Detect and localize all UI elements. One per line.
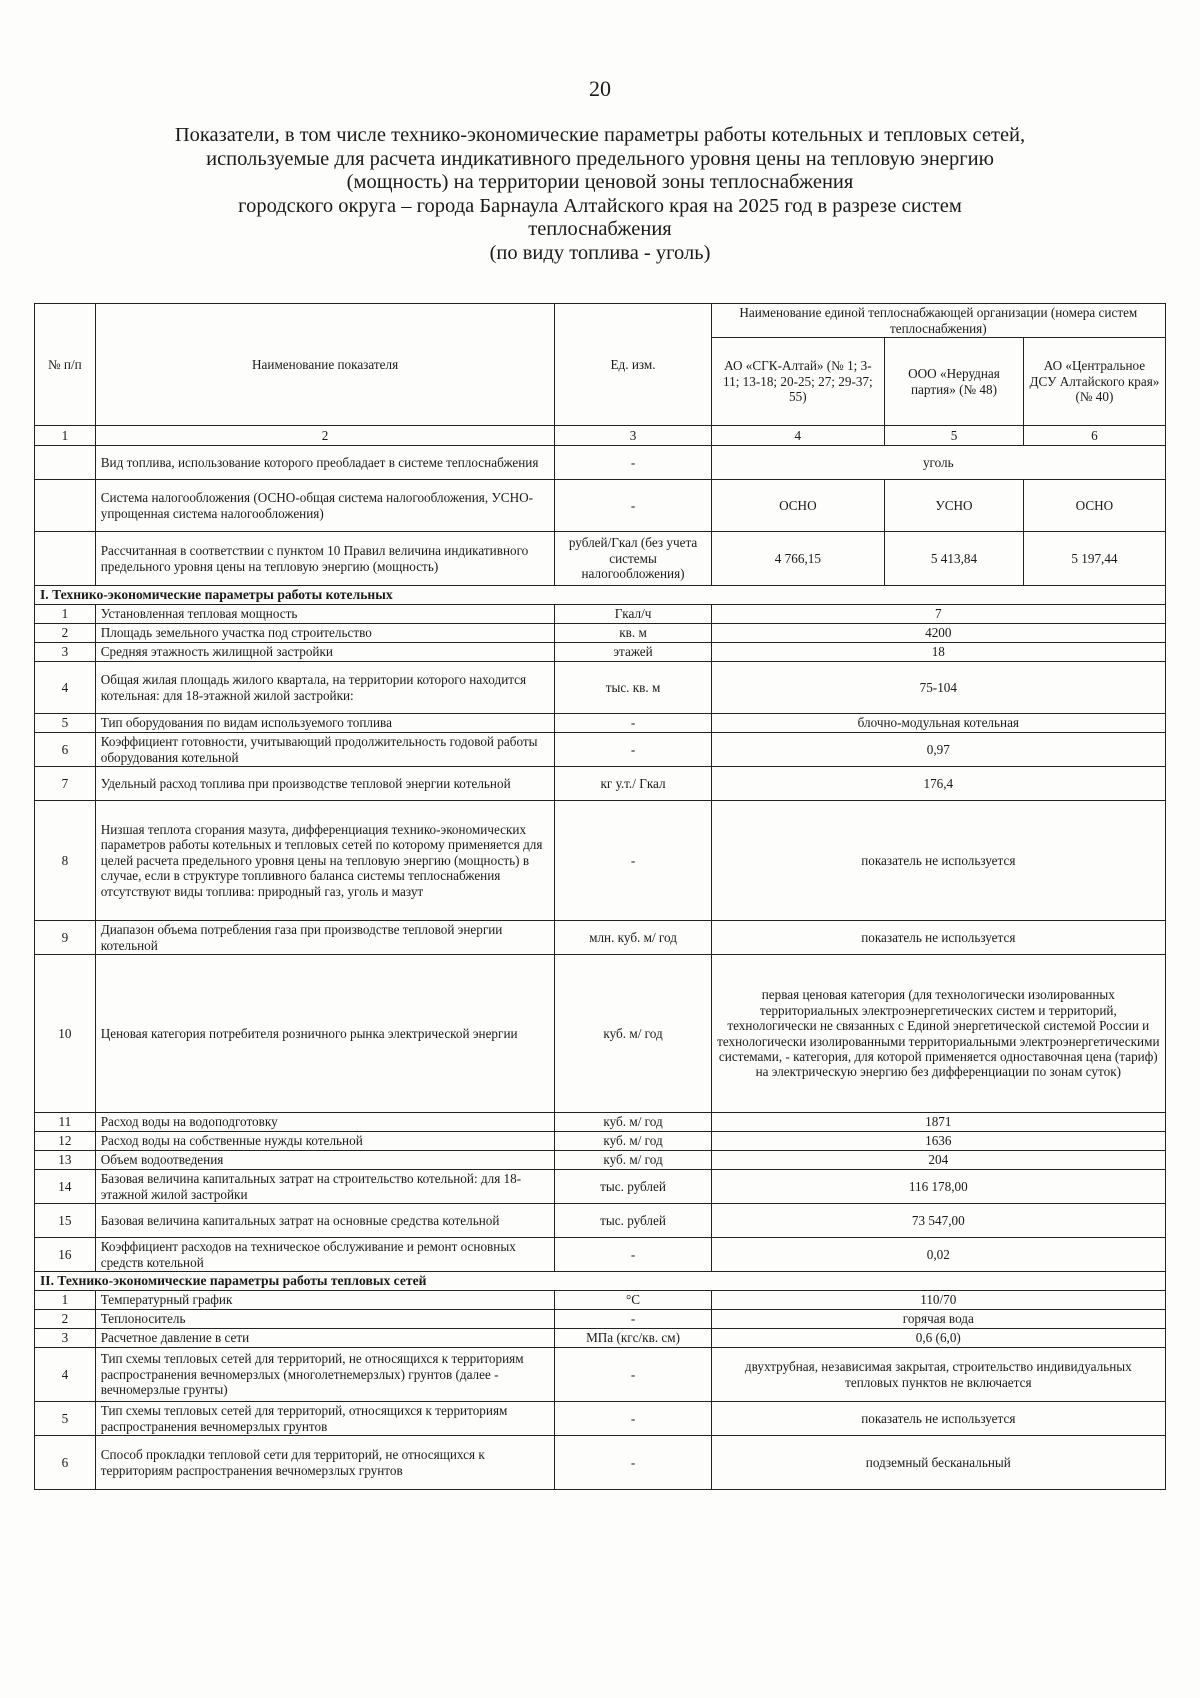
- section-boilers-title: I. Технико-экономические параметры работы котельных: [35, 586, 1166, 605]
- indicator-name: Температурный график: [95, 1291, 555, 1310]
- indicator-unit: куб. м/ год: [555, 955, 711, 1113]
- indicator-value: 18: [711, 643, 1165, 662]
- row-number: 3: [35, 643, 96, 662]
- table-row-price-limit: [35, 532, 1166, 586]
- table-row: [35, 662, 1166, 714]
- section-boilers-heading-row: [35, 586, 1166, 605]
- indicator-name: Площадь земельного участка под строительство: [95, 624, 555, 643]
- indicator-value: 110/70: [711, 1291, 1165, 1310]
- document-title: [60, 124, 1140, 265]
- indicator-unit: -: [555, 801, 711, 921]
- table-row: [35, 1329, 1166, 1348]
- indicator-value: показатель не используется: [711, 801, 1165, 921]
- table-row: [35, 921, 1166, 955]
- table-row: [35, 1238, 1166, 1272]
- table-row: [35, 1310, 1166, 1329]
- indicator-name: Теплоноситель: [95, 1310, 555, 1329]
- column-number: 5: [885, 426, 1024, 446]
- indicator-value: 75-104: [711, 662, 1165, 714]
- row-number: 2: [35, 1310, 96, 1329]
- table-row: [35, 643, 1166, 662]
- row-number: 11: [35, 1113, 96, 1132]
- indicator-name: Коэффициент расходов на техническое обслуживание и ремонт основных средств котельной: [95, 1238, 555, 1272]
- indicator-value-org3: ОСНО: [1023, 480, 1165, 532]
- indicator-name: Тип оборудования по видам используемого топлива: [95, 714, 555, 733]
- indicator-value: 204: [711, 1151, 1165, 1170]
- indicator-unit: -: [555, 446, 711, 480]
- table-row: [35, 767, 1166, 801]
- indicator-unit: куб. м/ год: [555, 1151, 711, 1170]
- indicator-value-org2: 5 413,84: [885, 532, 1024, 586]
- row-number: 15: [35, 1204, 96, 1238]
- row-number: 5: [35, 1402, 96, 1436]
- indicator-value: 0,02: [711, 1238, 1165, 1272]
- column-number: 4: [711, 426, 884, 446]
- row-number: 7: [35, 767, 96, 801]
- indicator-unit: этажей: [555, 643, 711, 662]
- table-row: [35, 733, 1166, 767]
- indicator-value: показатель не используется: [711, 1402, 1165, 1436]
- column-number: 1: [35, 426, 96, 446]
- indicator-value: первая ценовая категория (для технологически изолированных территориальных электроэнергетических систем и территорий, технологически не связанных с Единой энергетической системой России и технологически изолированными территориальными электроэнергетическими системами, - категория, для которой применяется одноставочная цена (тариф) на электрическую энергию без дифференциации по зонам суток): [711, 955, 1165, 1113]
- row-number: 2: [35, 624, 96, 643]
- indicator-name: Способ прокладки тепловой сети для территорий, не относящихся к территориям распространения вечномерзлых грунтов: [95, 1436, 555, 1490]
- indicator-unit: °C: [555, 1291, 711, 1310]
- indicator-value: 7: [711, 605, 1165, 624]
- row-number: 14: [35, 1170, 96, 1204]
- indicator-unit: рублей/Гкал (без учета системы налогообложения): [555, 532, 711, 586]
- indicator-value-org2: УСНО: [885, 480, 1024, 532]
- title-line: (мощность) на территории ценовой зоны теплоснабжения: [346, 171, 854, 193]
- indicator-unit: тыс. кв. м: [555, 662, 711, 714]
- table-row: [35, 624, 1166, 643]
- indicator-value: 1636: [711, 1132, 1165, 1151]
- header-org-central-dsu: АО «Центральное ДСУ Алтайского края» (№ 40): [1023, 338, 1165, 426]
- indicator-name: Рассчитанная в соответствии с пунктом 10 Правил величина индикативного предельного уровня цены на тепловую энергию (мощность): [95, 532, 555, 586]
- header-num: № п/п: [35, 304, 96, 426]
- indicator-name: Общая жилая площадь жилого квартала, на территории которого находится котельная: для 18-этажной жилой застройки:: [95, 662, 555, 714]
- indicator-unit: Гкал/ч: [555, 605, 711, 624]
- table-row-tax-system: [35, 480, 1166, 532]
- column-number: 2: [95, 426, 555, 446]
- row-number: 9: [35, 921, 96, 955]
- indicator-name: Расход воды на водоподготовку: [95, 1113, 555, 1132]
- row-number: 1: [35, 605, 96, 624]
- header-unit: Ед. изм.: [555, 304, 711, 426]
- indicator-unit: млн. куб. м/ год: [555, 921, 711, 955]
- header-name: Наименование показателя: [95, 304, 555, 426]
- table-row: [35, 801, 1166, 921]
- indicator-unit: -: [555, 1348, 711, 1402]
- indicator-unit: тыс. рублей: [555, 1204, 711, 1238]
- section-heat-networks-heading-row: [35, 1272, 1166, 1291]
- indicator-unit: МПа (кгс/кв. см): [555, 1329, 711, 1348]
- row-number: 10: [35, 955, 96, 1113]
- indicator-unit: -: [555, 714, 711, 733]
- table-row: [35, 1113, 1166, 1132]
- section-heat-networks-title: II. Технико-экономические параметры работы тепловых сетей: [35, 1272, 1166, 1291]
- indicator-value-org1: 4 766,15: [711, 532, 884, 586]
- indicator-value: показатель не используется: [711, 921, 1165, 955]
- indicators-table: [34, 303, 1166, 1490]
- indicator-name: Тип схемы тепловых сетей для территорий, относящихся к территориям распространения вечномерзлых грунтов: [95, 1402, 555, 1436]
- table-row: [35, 714, 1166, 733]
- row-number: 3: [35, 1329, 96, 1348]
- indicator-value: 116 178,00: [711, 1170, 1165, 1204]
- header-org-nerudnaya: ООО «Нерудная партия» (№ 48): [885, 338, 1024, 426]
- title-line: Показатели, в том числе технико-экономические параметры работы котельных и тепловых сетей,: [174, 124, 1026, 146]
- header-row: [35, 304, 1166, 338]
- table-row: [35, 1170, 1166, 1204]
- indicator-value: двухтрубная, независимая закрытая, строительство индивидуальных тепловых пунктов не включается: [711, 1348, 1165, 1402]
- row-number: 5: [35, 714, 96, 733]
- table-row: [35, 1291, 1166, 1310]
- row-number: 12: [35, 1132, 96, 1151]
- indicator-value-org3: 5 197,44: [1023, 532, 1165, 586]
- row-number: 13: [35, 1151, 96, 1170]
- row-number: 6: [35, 733, 96, 767]
- row-number: 4: [35, 662, 96, 714]
- table-row: [35, 1436, 1166, 1490]
- indicator-value: 4200: [711, 624, 1165, 643]
- row-number: 16: [35, 1238, 96, 1272]
- column-numbers-row: [35, 426, 1166, 446]
- indicator-value: 1871: [711, 1113, 1165, 1132]
- indicator-value: 73 547,00: [711, 1204, 1165, 1238]
- indicator-value: 176,4: [711, 767, 1165, 801]
- table-row: [35, 1402, 1166, 1436]
- indicator-name: Установленная тепловая мощность: [95, 605, 555, 624]
- indicator-unit: кг у.т./ Гкал: [555, 767, 711, 801]
- indicator-name: Базовая величина капитальных затрат на основные средства котельной: [95, 1204, 555, 1238]
- title-line: городского округа – города Барнаула Алтайского края на 2025 год в разрезе систем: [238, 194, 962, 217]
- title-line: (по виду топлива - уголь): [489, 241, 711, 264]
- indicator-unit: -: [555, 1436, 711, 1490]
- indicator-value: горячая вода: [711, 1310, 1165, 1329]
- table-row: [35, 1204, 1166, 1238]
- indicator-unit: -: [555, 1402, 711, 1436]
- indicator-name: Тип схемы тепловых сетей для территорий, не относящихся к территориям распространения вечномерзлых (многолетнемерзлых) грунтов (далее - вечномерзлые грунты): [95, 1348, 555, 1402]
- indicator-name: Система налогообложения (ОСНО-общая система налогообложения, УСНО-упрощенная система налогообложения): [95, 480, 555, 532]
- indicator-name: Расчетное давление в сети: [95, 1329, 555, 1348]
- indicator-name: Удельный расход топлива при производстве тепловой энергии котельной: [95, 767, 555, 801]
- indicator-value-org1: ОСНО: [711, 480, 884, 532]
- row-number: 6: [35, 1436, 96, 1490]
- indicator-name: Диапазон объема потребления газа при производстве тепловой энергии котельной: [95, 921, 555, 955]
- header-org-group: Наименование единой теплоснабжающей организации (номера систем теплоснабжения): [711, 304, 1165, 338]
- indicator-name: Коэффициент готовности, учитывающий продолжительность годовой работы оборудования котельной: [95, 733, 555, 767]
- table-row: [35, 1132, 1166, 1151]
- row-number: 4: [35, 1348, 96, 1402]
- column-number: 6: [1023, 426, 1165, 446]
- indicator-value: блочно-модульная котельная: [711, 714, 1165, 733]
- title-line: теплоснабжения: [528, 218, 672, 240]
- indicator-name: Низшая теплота сгорания мазута, дифференциация технико-экономических параметров работы котельных и тепловых сетей по которому применяется для целей расчета предельного уровня цены на тепловую энергию (мощность) в случае, если в структуре топливного баланса системы теплоснабжения отсутствуют виды топлива: природный газ, уголь и мазут: [95, 801, 555, 921]
- page-number: 20: [589, 76, 611, 101]
- header-org-sgk-altai: АО «СГК-Алтай» (№ 1; 3-11; 13-18; 20-25; 27; 29-37; 55): [711, 338, 884, 426]
- indicator-unit: -: [555, 733, 711, 767]
- indicator-unit: кв. м: [555, 624, 711, 643]
- column-number: 3: [555, 426, 711, 446]
- indicator-name: Средняя этажность жилищной застройки: [95, 643, 555, 662]
- indicator-name: Расход воды на собственные нужды котельной: [95, 1132, 555, 1151]
- indicator-value: подземный бесканальный: [711, 1436, 1165, 1490]
- table-row-fuel-type: [35, 446, 1166, 480]
- indicator-unit: тыс. рублей: [555, 1170, 711, 1204]
- indicator-unit: -: [555, 1310, 711, 1329]
- indicator-value: уголь: [711, 446, 1165, 480]
- indicator-name: Объем водоотведения: [95, 1151, 555, 1170]
- row-number: 8: [35, 801, 96, 921]
- table-row: [35, 955, 1166, 1113]
- indicator-unit: -: [555, 480, 711, 532]
- indicator-name: Базовая величина капитальных затрат на строительство котельной: для 18-этажной жилой застройки: [95, 1170, 555, 1204]
- indicator-unit: куб. м/ год: [555, 1113, 711, 1132]
- indicator-value: 0,6 (6,0): [711, 1329, 1165, 1348]
- table-row: [35, 1348, 1166, 1402]
- table-row: [35, 1151, 1166, 1170]
- indicator-name: Ценовая категория потребителя розничного рынка электрической энергии: [95, 955, 555, 1113]
- indicator-unit: куб. м/ год: [555, 1132, 711, 1151]
- indicator-value: 0,97: [711, 733, 1165, 767]
- title-line: используемые для расчета индикативного предельного уровня цены на тепловую энергию: [206, 147, 994, 170]
- indicator-unit: -: [555, 1238, 711, 1272]
- indicator-name: Вид топлива, использование которого преобладает в системе теплоснабжения: [95, 446, 555, 480]
- table-row: [35, 605, 1166, 624]
- row-number: 1: [35, 1291, 96, 1310]
